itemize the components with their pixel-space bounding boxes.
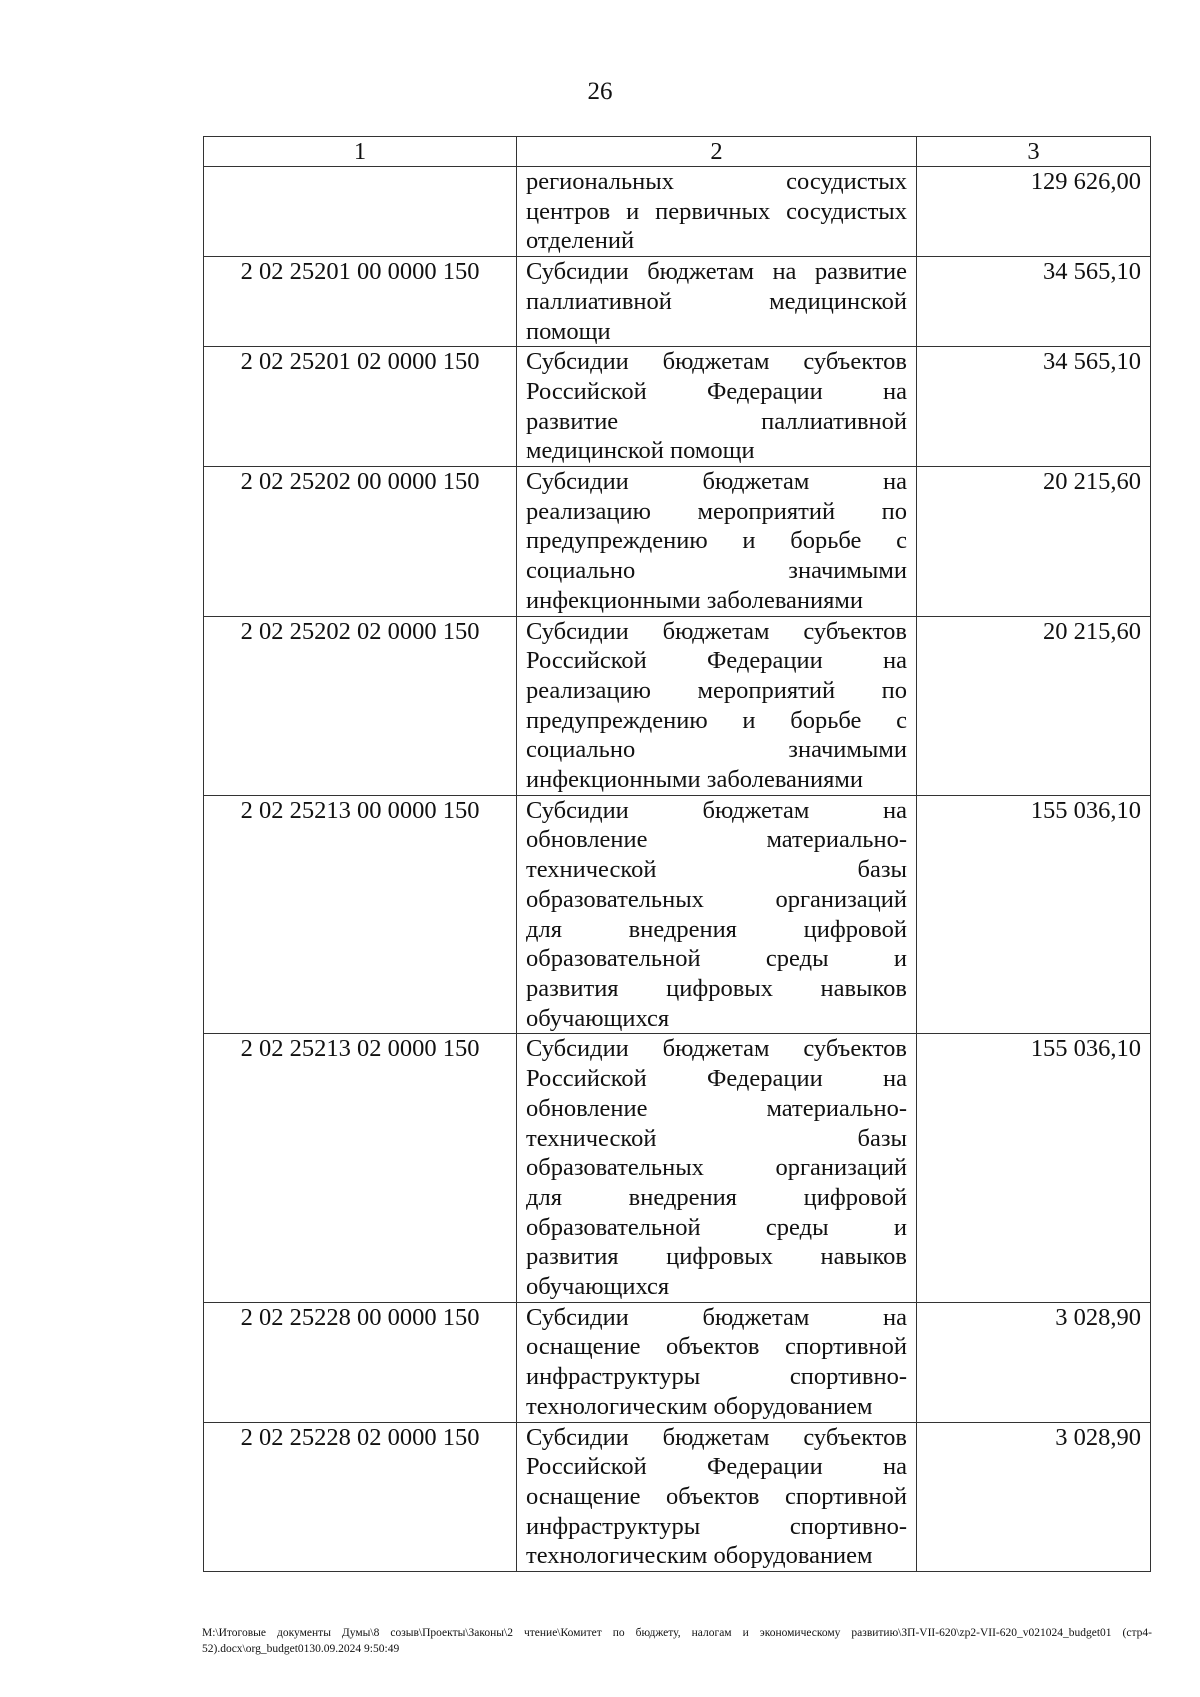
description-line: развития цифровых навыков xyxy=(526,974,907,1002)
table-header-row xyxy=(204,137,1151,167)
amount-cell: 34 565,10 xyxy=(917,347,1151,467)
description-line: образовательной среды и xyxy=(526,945,907,973)
description-line: оснащение объектов спортивной xyxy=(526,1482,907,1510)
table-row xyxy=(204,1302,1151,1422)
description-line: технической базы xyxy=(526,856,907,884)
description-cell xyxy=(517,257,917,347)
budget-code-cell: 2 02 25202 00 0000 150 xyxy=(204,467,517,617)
budget-code-cell xyxy=(204,167,517,257)
column-header-3: 3 xyxy=(917,137,1151,167)
table-row xyxy=(204,347,1151,467)
description-line: инфраструктуры спортивно- xyxy=(526,1512,907,1540)
column-header-1: 1 xyxy=(204,137,517,167)
amount-cell: 34 565,10 xyxy=(917,257,1151,347)
description-line: Российской Федерации на xyxy=(526,1065,907,1093)
column-header-2: 2 xyxy=(517,137,917,167)
description-cell xyxy=(517,616,917,795)
description-line: Субсидии бюджетам субъектов xyxy=(526,1035,907,1063)
description-line: обновление материально- xyxy=(526,1094,907,1122)
description-cell xyxy=(517,795,917,1034)
description-line: инфраструктуры спортивно- xyxy=(526,1363,907,1391)
amount-cell: 20 215,60 xyxy=(917,616,1151,795)
budget-table xyxy=(203,136,1151,1572)
description-line: Субсидии бюджетам субъектов xyxy=(526,617,907,645)
description-cell xyxy=(517,167,917,257)
description-line: развития цифровых навыков xyxy=(526,1243,907,1271)
table-row xyxy=(204,1422,1151,1572)
budget-code-cell: 2 02 25213 00 0000 150 xyxy=(204,795,517,1034)
description-line: образовательных организаций xyxy=(526,1154,907,1182)
description-cell xyxy=(517,1302,917,1422)
description-line: социально значимыми xyxy=(526,557,907,585)
budget-code-cell: 2 02 25228 00 0000 150 xyxy=(204,1302,517,1422)
description-line: развитие паллиативной xyxy=(526,407,907,435)
description-line: технологическим оборудованием xyxy=(526,1542,873,1570)
description-line: реализацию мероприятий по xyxy=(526,676,907,704)
description-line: Субсидии бюджетам на xyxy=(526,1303,907,1331)
description-cell xyxy=(517,467,917,617)
description-line: для внедрения цифровой xyxy=(526,1183,907,1211)
description-line: технической базы xyxy=(526,1124,907,1152)
description-line: паллиативной медицинской xyxy=(526,287,907,315)
table-row xyxy=(204,167,1151,257)
table-row xyxy=(204,616,1151,795)
description-cell xyxy=(517,1422,917,1572)
table-row xyxy=(204,1034,1151,1302)
budget-code-cell: 2 02 25202 02 0000 150 xyxy=(204,616,517,795)
description-line: региональных сосудистых xyxy=(526,168,907,195)
description-line: оснащение объектов спортивной xyxy=(526,1333,907,1361)
description-line: Субсидии бюджетам субъектов xyxy=(526,348,907,376)
description-line: социально значимыми xyxy=(526,736,907,764)
amount-cell: 129 626,00 xyxy=(917,167,1151,257)
table-row xyxy=(204,467,1151,617)
description-line: Российской Федерации на xyxy=(526,647,907,675)
description-line: инфекционными заболеваниями xyxy=(526,766,864,794)
description-line: Российской Федерации на xyxy=(526,1453,907,1481)
budget-code-cell: 2 02 25201 02 0000 150 xyxy=(204,347,517,467)
table-body xyxy=(204,167,1151,1572)
description-cell xyxy=(517,1034,917,1302)
description-cell xyxy=(517,347,917,467)
description-line: центров и первичных сосудистых xyxy=(526,197,907,225)
table-row xyxy=(204,795,1151,1034)
description-line: реализацию мероприятий по xyxy=(526,497,907,525)
description-line: Субсидии бюджетам на xyxy=(526,468,907,496)
amount-cell: 20 215,60 xyxy=(917,467,1151,617)
description-line: обучающихся xyxy=(526,1273,670,1301)
page-number: 26 xyxy=(587,78,613,105)
description-line: Российской Федерации на xyxy=(526,377,907,405)
description-line: предупреждению и борьбе с xyxy=(526,527,907,555)
description-line: предупреждению и борьбе с xyxy=(526,706,907,734)
description-line: отделений xyxy=(526,227,635,255)
description-line: технологическим оборудованием xyxy=(526,1392,873,1420)
description-line: Субсидии бюджетам субъектов xyxy=(526,1423,907,1451)
description-line: обучающихся xyxy=(526,1004,670,1032)
description-line: обновление материально- xyxy=(526,826,907,854)
amount-cell: 155 036,10 xyxy=(917,1034,1151,1302)
description-line: помощи xyxy=(526,317,611,345)
description-line: Субсидии бюджетам на xyxy=(526,796,907,824)
description-line: инфекционными заболеваниями xyxy=(526,586,864,614)
amount-cell: 155 036,10 xyxy=(917,795,1151,1034)
table-row xyxy=(204,257,1151,347)
amount-cell: 3 028,90 xyxy=(917,1422,1151,1572)
description-line: образовательных организаций xyxy=(526,885,907,913)
description-line: для внедрения цифровой xyxy=(526,915,907,943)
amount-cell: 3 028,90 xyxy=(917,1302,1151,1422)
footer-file-path: М:\Итоговые документы Думы\8 созыв\Проекты\Законы\2 чтение\Комитет по бюджету, налогам и экономическому развитию\ЗП-VII-620\zp2-VII-620_v021024_budget01 (стр4-52).docx\org_budget0130.09.2024 9:50:49 xyxy=(202,1627,1152,1655)
budget-code-cell: 2 02 25201 00 0000 150 xyxy=(204,257,517,347)
budget-code-cell: 2 02 25213 02 0000 150 xyxy=(204,1034,517,1302)
description-line: образовательной среды и xyxy=(526,1213,907,1241)
budget-code-cell: 2 02 25228 02 0000 150 xyxy=(204,1422,517,1572)
description-line: Субсидии бюджетам на развитие xyxy=(526,258,907,286)
description-line: медицинской помощи xyxy=(526,437,755,465)
